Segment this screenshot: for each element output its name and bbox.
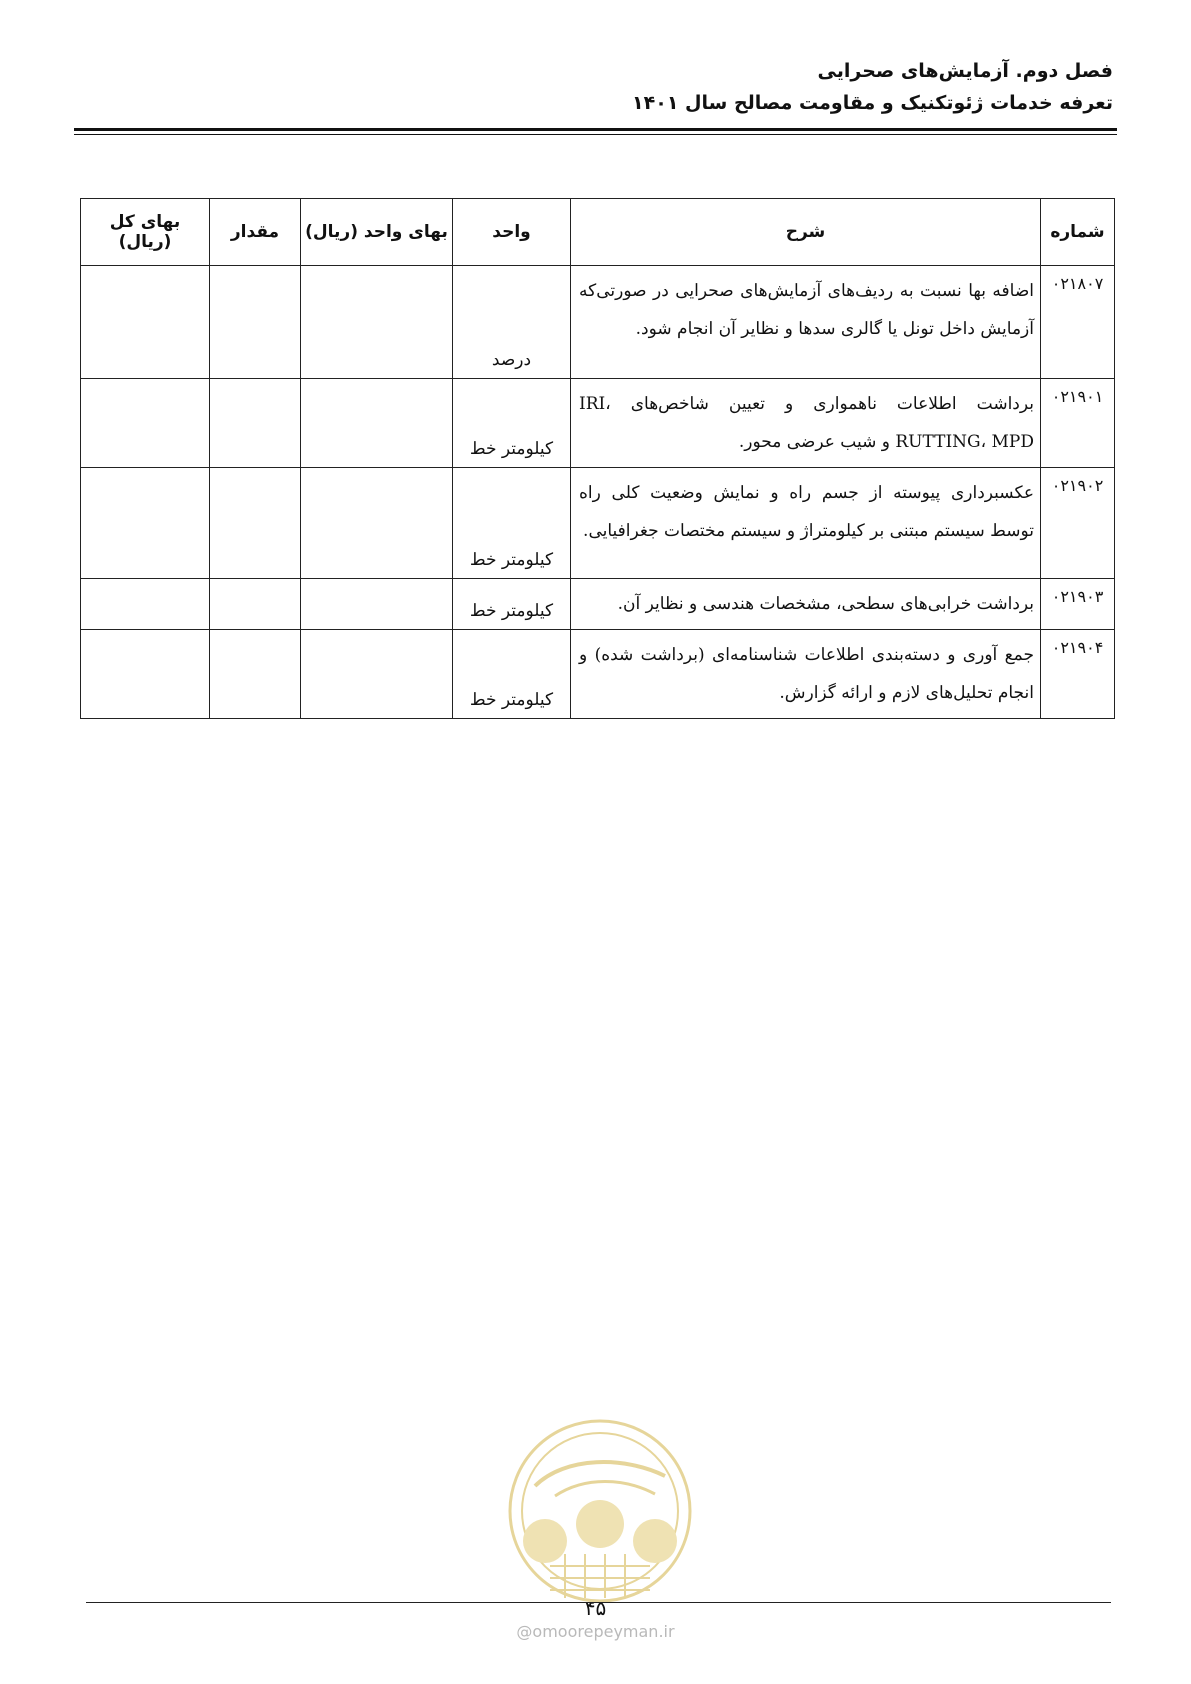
document-title: تعرفه خدمات ژئوتکنیک و مقاومت مصالح سال ۱۴۰۱: [632, 92, 1113, 114]
header-divider-thick: [74, 128, 1117, 131]
chapter-title: فصل دوم. آزمایش‌های صحرایی: [817, 60, 1113, 82]
table-row: [81, 630, 1115, 719]
row-unit: کیلومتر خط: [453, 379, 571, 468]
row-unit: کیلومتر خط: [453, 579, 571, 630]
table-header-row: [81, 199, 1115, 266]
page-number: ۴۵: [584, 1596, 607, 1620]
row-unit: کیلومتر خط: [453, 630, 571, 719]
header-code: شماره: [1041, 199, 1115, 266]
row-unit: کیلومتر خط: [453, 468, 571, 579]
row-quantity: [210, 266, 301, 379]
row-total-price: [81, 266, 210, 379]
website-watermark: @omoorepeyman.ir: [516, 1622, 675, 1641]
row-quantity: [210, 630, 301, 719]
table-row: [81, 579, 1115, 630]
row-unit-price: [301, 468, 453, 579]
row-description: اضافه بها نسبت به ردیف‌های آزمایش‌های صحرایی در صورتی‌که آزمایش داخل تونل یا گالری سدها و نظایر آن انجام شود.: [571, 266, 1041, 379]
row-code: ۰۲۱۸۰۷: [1041, 266, 1115, 379]
row-unit-price: [301, 630, 453, 719]
row-description: جمع آوری و دسته‌بندی اطلاعات شناسنامه‌ای (برداشت شده) و انجام تحلیل‌های لازم و ارائه گزارش.: [571, 630, 1041, 719]
row-unit-price: [301, 266, 453, 379]
table-row: [81, 468, 1115, 579]
row-unit: درصد: [453, 266, 571, 379]
page-header: [78, 60, 1113, 114]
watermark-logo: [505, 1416, 695, 1606]
row-code: ۰۲۱۹۰۳: [1041, 579, 1115, 630]
header-divider-thin: [74, 134, 1117, 135]
row-quantity: [210, 579, 301, 630]
row-quantity: [210, 379, 301, 468]
table-row: [81, 266, 1115, 379]
header-quantity: مقدار: [210, 199, 301, 266]
row-unit-price: [301, 379, 453, 468]
table-row: [81, 379, 1115, 468]
tariff-table: [80, 198, 1115, 719]
row-total-price: [81, 468, 210, 579]
row-code: ۰۲۱۹۰۴: [1041, 630, 1115, 719]
row-total-price: [81, 379, 210, 468]
row-code: ۰۲۱۹۰۱: [1041, 379, 1115, 468]
header-unit: واحد: [453, 199, 571, 266]
row-code: ۰۲۱۹۰۲: [1041, 468, 1115, 579]
row-quantity: [210, 468, 301, 579]
row-description: برداشت اطلاعات ناهمواری و تعیین شاخص‌های IRI، RUTTING، MPD و شیب عرضی محور.: [571, 379, 1041, 468]
header-total-price: بهای کل (ریال): [81, 199, 210, 266]
row-total-price: [81, 579, 210, 630]
header-description: شرح: [571, 199, 1041, 266]
row-description: عکسبرداری پیوسته از جسم راه و نمایش وضعیت کلی راه توسط سیستم مبتنی بر کیلومتراژ و سیستم مختصات جغرافیایی.: [571, 468, 1041, 579]
footer-divider: [86, 1602, 1111, 1603]
row-description: برداشت خرابی‌های سطحی، مشخصات هندسی و نظایر آن.: [571, 579, 1041, 630]
header-unit-price: بهای واحد (ریال): [301, 199, 453, 266]
row-unit-price: [301, 579, 453, 630]
row-total-price: [81, 630, 210, 719]
